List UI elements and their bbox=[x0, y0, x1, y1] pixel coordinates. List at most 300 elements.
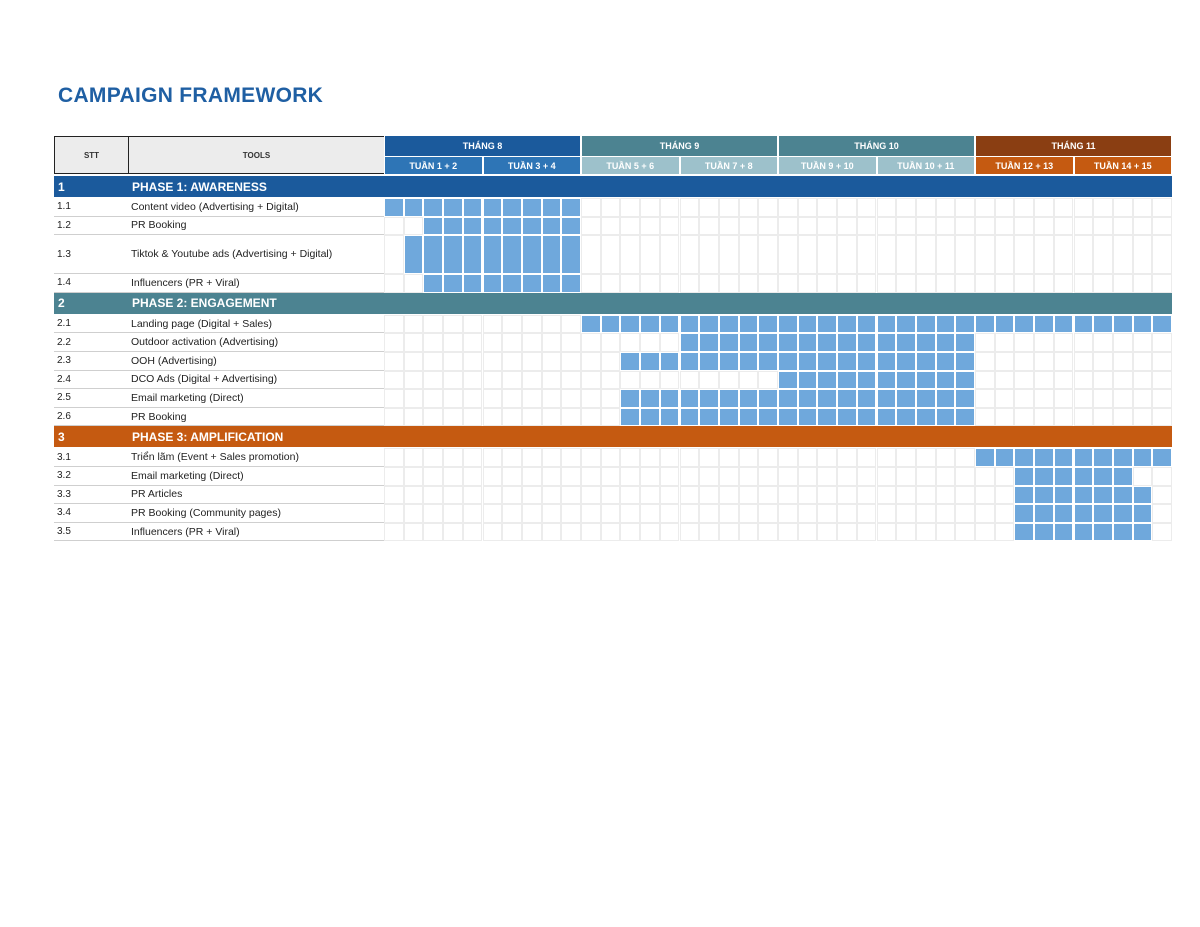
timeline-empty-cell bbox=[483, 333, 503, 352]
timeline-empty-cell bbox=[502, 389, 522, 408]
timeline-empty-cell bbox=[877, 467, 897, 486]
task-name: Tiktok & Youtube ads (Advertising + Digital) bbox=[128, 235, 384, 274]
timeline-empty-cell bbox=[758, 274, 778, 293]
timeline-empty-cell bbox=[975, 408, 995, 427]
timeline-empty-cell bbox=[601, 217, 621, 236]
timeline-empty-cell bbox=[680, 235, 700, 274]
timeline-empty-cell bbox=[1074, 371, 1094, 390]
timeline-empty-cell bbox=[561, 448, 581, 467]
timeline-empty-cell bbox=[739, 274, 759, 293]
timeline-empty-cell bbox=[896, 467, 916, 486]
timeline-empty-cell bbox=[837, 448, 857, 467]
timeline-empty-cell bbox=[798, 448, 818, 467]
timeline-bar-cell bbox=[1034, 486, 1054, 505]
timeline-empty-cell bbox=[719, 371, 739, 390]
timeline-bar-cell bbox=[837, 352, 857, 371]
timeline-empty-cell bbox=[502, 486, 522, 505]
timeline-bar-cell bbox=[719, 389, 739, 408]
timeline-empty-cell bbox=[463, 389, 483, 408]
timeline-empty-cell bbox=[857, 523, 877, 542]
timeline-empty-cell bbox=[404, 448, 424, 467]
timeline-bar-cell bbox=[443, 217, 463, 236]
phase-number: 1 bbox=[54, 176, 129, 197]
timeline-empty-cell bbox=[620, 198, 640, 217]
timeline-bar-cell bbox=[502, 235, 522, 274]
month-header: THÁNG 11 bbox=[975, 136, 1172, 156]
header-tools: TOOLS bbox=[128, 136, 385, 174]
timeline-empty-cell bbox=[620, 467, 640, 486]
timeline-bar-cell bbox=[680, 315, 700, 334]
timeline-empty-cell bbox=[837, 198, 857, 217]
timeline-empty-cell bbox=[463, 486, 483, 505]
timeline-empty-cell bbox=[680, 371, 700, 390]
timeline-empty-cell bbox=[975, 274, 995, 293]
timeline-bar-cell bbox=[542, 198, 562, 217]
timeline-bar-cell bbox=[404, 235, 424, 274]
timeline-empty-cell bbox=[660, 274, 680, 293]
timeline-empty-cell bbox=[995, 389, 1015, 408]
timeline-empty-cell bbox=[620, 274, 640, 293]
timeline-empty-cell bbox=[916, 235, 936, 274]
timeline-empty-cell bbox=[443, 486, 463, 505]
timeline-empty-cell bbox=[522, 467, 542, 486]
timeline-empty-cell bbox=[719, 467, 739, 486]
timeline-bar-cell bbox=[798, 389, 818, 408]
timeline-empty-cell bbox=[502, 371, 522, 390]
timeline-empty-cell bbox=[798, 467, 818, 486]
timeline-bar-cell bbox=[1133, 448, 1153, 467]
timeline-empty-cell bbox=[502, 408, 522, 427]
phase-bar bbox=[384, 293, 1172, 314]
timeline-empty-cell bbox=[778, 504, 798, 523]
timeline-bar-cell bbox=[1074, 504, 1094, 523]
timeline-empty-cell bbox=[1054, 274, 1074, 293]
timeline-empty-cell bbox=[739, 217, 759, 236]
timeline-bar-cell bbox=[798, 371, 818, 390]
timeline-bar-cell bbox=[955, 333, 975, 352]
timeline-bar-cell bbox=[877, 333, 897, 352]
timeline-bar-cell bbox=[522, 198, 542, 217]
timeline-bar-cell bbox=[916, 389, 936, 408]
phase-title: PHASE 2: ENGAGEMENT bbox=[128, 293, 384, 314]
timeline-empty-cell bbox=[660, 198, 680, 217]
timeline-empty-cell bbox=[857, 235, 877, 274]
timeline-empty-cell bbox=[640, 523, 660, 542]
timeline-empty-cell bbox=[502, 523, 522, 542]
timeline-bar-cell bbox=[443, 235, 463, 274]
timeline-empty-cell bbox=[384, 448, 404, 467]
timeline-empty-cell bbox=[975, 198, 995, 217]
timeline-bar-cell bbox=[778, 389, 798, 408]
timeline-empty-cell bbox=[404, 523, 424, 542]
timeline-empty-cell bbox=[601, 504, 621, 523]
timeline-empty-cell bbox=[995, 486, 1015, 505]
timeline-bar-cell bbox=[561, 235, 581, 274]
month-header: THÁNG 8 bbox=[384, 136, 581, 156]
timeline-empty-cell bbox=[483, 486, 503, 505]
timeline-empty-cell bbox=[758, 371, 778, 390]
timeline-bar-cell bbox=[778, 352, 798, 371]
timeline-bar-cell bbox=[896, 389, 916, 408]
timeline-empty-cell bbox=[916, 198, 936, 217]
timeline-empty-cell bbox=[1034, 352, 1054, 371]
timeline-bar-cell bbox=[857, 408, 877, 427]
timeline-empty-cell bbox=[916, 504, 936, 523]
task-stt: 3.1 bbox=[54, 448, 129, 467]
week-header: TUẦN 12 + 13 bbox=[975, 156, 1074, 174]
timeline-empty-cell bbox=[542, 333, 562, 352]
timeline-empty-cell bbox=[995, 352, 1015, 371]
timeline-bar-cell bbox=[1093, 486, 1113, 505]
timeline-empty-cell bbox=[483, 467, 503, 486]
timeline-bar-cell bbox=[1133, 504, 1153, 523]
timeline-bar-cell bbox=[423, 217, 443, 236]
phase-number: 3 bbox=[54, 426, 129, 447]
timeline-bar-cell bbox=[798, 333, 818, 352]
timeline-empty-cell bbox=[936, 198, 956, 217]
task-name: PR Booking (Community pages) bbox=[128, 504, 384, 523]
timeline-empty-cell bbox=[758, 504, 778, 523]
timeline-empty-cell bbox=[877, 235, 897, 274]
timeline-empty-cell bbox=[423, 371, 443, 390]
timeline-bar-cell bbox=[581, 315, 601, 334]
timeline-bar-cell bbox=[601, 315, 621, 334]
timeline-empty-cell bbox=[1133, 389, 1153, 408]
timeline-empty-cell bbox=[1074, 235, 1094, 274]
timeline-empty-cell bbox=[423, 352, 443, 371]
timeline-bar-cell bbox=[837, 389, 857, 408]
timeline-bar-cell bbox=[640, 315, 660, 334]
timeline-empty-cell bbox=[1152, 274, 1172, 293]
timeline-empty-cell bbox=[936, 448, 956, 467]
task-name: Content video (Advertising + Digital) bbox=[128, 198, 384, 217]
timeline-empty-cell bbox=[581, 274, 601, 293]
timeline-empty-cell bbox=[581, 389, 601, 408]
task-stt: 2.5 bbox=[54, 389, 129, 408]
timeline-empty-cell bbox=[542, 352, 562, 371]
timeline-empty-cell bbox=[916, 448, 936, 467]
timeline-bar-cell bbox=[463, 235, 483, 274]
timeline-empty-cell bbox=[719, 448, 739, 467]
timeline-bar-cell bbox=[699, 315, 719, 334]
timeline-empty-cell bbox=[896, 448, 916, 467]
timeline-bar-cell bbox=[1034, 523, 1054, 542]
timeline-empty-cell bbox=[1113, 389, 1133, 408]
timeline-bar-cell bbox=[404, 198, 424, 217]
timeline-empty-cell bbox=[640, 371, 660, 390]
timeline-empty-cell bbox=[758, 235, 778, 274]
timeline-bar-cell bbox=[719, 352, 739, 371]
timeline-empty-cell bbox=[817, 217, 837, 236]
task-stt: 3.2 bbox=[54, 467, 129, 486]
gantt-chart bbox=[54, 136, 1174, 550]
timeline-empty-cell bbox=[542, 504, 562, 523]
timeline-empty-cell bbox=[975, 371, 995, 390]
week-header: TUẦN 10 + 11 bbox=[877, 156, 976, 174]
timeline-empty-cell bbox=[660, 235, 680, 274]
timeline-bar-cell bbox=[758, 352, 778, 371]
timeline-bar-cell bbox=[1014, 486, 1034, 505]
timeline-empty-cell bbox=[955, 504, 975, 523]
timeline-bar-cell bbox=[620, 352, 640, 371]
timeline-bar-cell bbox=[502, 274, 522, 293]
timeline-empty-cell bbox=[1074, 274, 1094, 293]
timeline-empty-cell bbox=[384, 333, 404, 352]
timeline-empty-cell bbox=[561, 333, 581, 352]
timeline-empty-cell bbox=[1113, 371, 1133, 390]
timeline-bar-cell bbox=[443, 274, 463, 293]
timeline-empty-cell bbox=[581, 448, 601, 467]
timeline-empty-cell bbox=[798, 235, 818, 274]
timeline-empty-cell bbox=[1074, 352, 1094, 371]
timeline-bar-cell bbox=[857, 389, 877, 408]
timeline-bar-cell bbox=[1034, 448, 1054, 467]
timeline-empty-cell bbox=[561, 352, 581, 371]
timeline-bar-cell bbox=[620, 389, 640, 408]
task-name: PR Booking bbox=[128, 217, 384, 236]
timeline-bar-cell bbox=[1093, 315, 1113, 334]
timeline-bar-cell bbox=[798, 315, 818, 334]
timeline-empty-cell bbox=[660, 504, 680, 523]
timeline-empty-cell bbox=[699, 217, 719, 236]
timeline-empty-cell bbox=[384, 235, 404, 274]
task-name: OOH (Advertising) bbox=[128, 352, 384, 371]
timeline-empty-cell bbox=[640, 448, 660, 467]
timeline-bar-cell bbox=[916, 371, 936, 390]
timeline-empty-cell bbox=[384, 315, 404, 334]
timeline-empty-cell bbox=[581, 333, 601, 352]
timeline-bar-cell bbox=[857, 371, 877, 390]
task-name: Landing page (Digital + Sales) bbox=[128, 315, 384, 334]
timeline-empty-cell bbox=[1014, 198, 1034, 217]
timeline-bar-cell bbox=[1113, 315, 1133, 334]
timeline-empty-cell bbox=[620, 235, 640, 274]
timeline-bar-cell bbox=[542, 274, 562, 293]
timeline-bar-cell bbox=[1074, 523, 1094, 542]
timeline-empty-cell bbox=[1074, 389, 1094, 408]
timeline-empty-cell bbox=[1074, 333, 1094, 352]
timeline-empty-cell bbox=[620, 448, 640, 467]
timeline-empty-cell bbox=[423, 448, 443, 467]
timeline-empty-cell bbox=[896, 523, 916, 542]
timeline-empty-cell bbox=[522, 333, 542, 352]
timeline-empty-cell bbox=[660, 333, 680, 352]
timeline-empty-cell bbox=[1152, 352, 1172, 371]
timeline-empty-cell bbox=[758, 198, 778, 217]
timeline-bar-cell bbox=[975, 315, 995, 334]
timeline-empty-cell bbox=[601, 198, 621, 217]
timeline-empty-cell bbox=[1152, 198, 1172, 217]
timeline-empty-cell bbox=[640, 274, 660, 293]
timeline-empty-cell bbox=[975, 217, 995, 236]
timeline-empty-cell bbox=[1152, 467, 1172, 486]
timeline-empty-cell bbox=[916, 274, 936, 293]
timeline-empty-cell bbox=[463, 408, 483, 427]
timeline-bar-cell bbox=[1074, 486, 1094, 505]
timeline-empty-cell bbox=[443, 333, 463, 352]
timeline-empty-cell bbox=[581, 504, 601, 523]
timeline-empty-cell bbox=[896, 235, 916, 274]
timeline-bar-cell bbox=[817, 333, 837, 352]
timeline-empty-cell bbox=[542, 389, 562, 408]
timeline-empty-cell bbox=[739, 235, 759, 274]
timeline-empty-cell bbox=[798, 274, 818, 293]
timeline-bar-cell bbox=[817, 389, 837, 408]
phase-bar bbox=[384, 176, 1172, 197]
timeline-empty-cell bbox=[1113, 408, 1133, 427]
timeline-empty-cell bbox=[620, 217, 640, 236]
timeline-bar-cell bbox=[877, 371, 897, 390]
timeline-empty-cell bbox=[955, 523, 975, 542]
timeline-empty-cell bbox=[463, 448, 483, 467]
timeline-empty-cell bbox=[522, 448, 542, 467]
phase-bar bbox=[384, 426, 1172, 447]
timeline-empty-cell bbox=[522, 486, 542, 505]
timeline-bar-cell bbox=[620, 315, 640, 334]
timeline-empty-cell bbox=[1093, 235, 1113, 274]
timeline-empty-cell bbox=[1113, 274, 1133, 293]
timeline-empty-cell bbox=[1152, 217, 1172, 236]
timeline-empty-cell bbox=[877, 274, 897, 293]
timeline-empty-cell bbox=[1113, 333, 1133, 352]
timeline-bar-cell bbox=[758, 333, 778, 352]
timeline-empty-cell bbox=[1014, 408, 1034, 427]
timeline-empty-cell bbox=[620, 523, 640, 542]
timeline-empty-cell bbox=[1133, 467, 1153, 486]
timeline-bar-cell bbox=[1093, 467, 1113, 486]
timeline-empty-cell bbox=[620, 333, 640, 352]
timeline-empty-cell bbox=[1034, 371, 1054, 390]
timeline-bar-cell bbox=[699, 352, 719, 371]
timeline-bar-cell bbox=[837, 333, 857, 352]
phase-title: PHASE 3: AMPLIFICATION bbox=[128, 426, 384, 447]
timeline-empty-cell bbox=[522, 352, 542, 371]
timeline-empty-cell bbox=[1152, 371, 1172, 390]
timeline-empty-cell bbox=[384, 408, 404, 427]
timeline-empty-cell bbox=[542, 523, 562, 542]
timeline-bar-cell bbox=[542, 217, 562, 236]
timeline-bar-cell bbox=[1113, 523, 1133, 542]
timeline-empty-cell bbox=[719, 523, 739, 542]
timeline-empty-cell bbox=[601, 333, 621, 352]
timeline-bar-cell bbox=[522, 274, 542, 293]
timeline-empty-cell bbox=[975, 523, 995, 542]
timeline-bar-cell bbox=[483, 235, 503, 274]
timeline-empty-cell bbox=[680, 523, 700, 542]
timeline-empty-cell bbox=[581, 352, 601, 371]
timeline-empty-cell bbox=[384, 467, 404, 486]
timeline-empty-cell bbox=[719, 274, 739, 293]
timeline-bar-cell bbox=[1074, 315, 1094, 334]
timeline-empty-cell bbox=[1054, 352, 1074, 371]
task-name: Email marketing (Direct) bbox=[128, 467, 384, 486]
timeline-empty-cell bbox=[1133, 371, 1153, 390]
timeline-empty-cell bbox=[1093, 274, 1113, 293]
timeline-bar-cell bbox=[936, 333, 956, 352]
task-name: PR Booking bbox=[128, 408, 384, 427]
timeline-bar-cell bbox=[502, 217, 522, 236]
timeline-bar-cell bbox=[739, 408, 759, 427]
timeline-bar-cell bbox=[1014, 448, 1034, 467]
timeline-empty-cell bbox=[423, 315, 443, 334]
timeline-empty-cell bbox=[423, 408, 443, 427]
timeline-empty-cell bbox=[857, 504, 877, 523]
timeline-empty-cell bbox=[778, 235, 798, 274]
timeline-empty-cell bbox=[1054, 371, 1074, 390]
timeline-bar-cell bbox=[936, 389, 956, 408]
timeline-bar-cell bbox=[522, 217, 542, 236]
timeline-bar-cell bbox=[955, 315, 975, 334]
timeline-empty-cell bbox=[542, 371, 562, 390]
timeline-empty-cell bbox=[699, 523, 719, 542]
timeline-empty-cell bbox=[443, 408, 463, 427]
timeline-bar-cell bbox=[857, 333, 877, 352]
timeline-bar-cell bbox=[758, 315, 778, 334]
timeline-empty-cell bbox=[463, 371, 483, 390]
timeline-empty-cell bbox=[1074, 408, 1094, 427]
timeline-empty-cell bbox=[699, 486, 719, 505]
timeline-empty-cell bbox=[601, 486, 621, 505]
timeline-empty-cell bbox=[975, 504, 995, 523]
timeline-empty-cell bbox=[443, 389, 463, 408]
task-name: PR Articles bbox=[128, 486, 384, 505]
timeline-empty-cell bbox=[483, 352, 503, 371]
timeline-bar-cell bbox=[1054, 504, 1074, 523]
timeline-bar-cell bbox=[640, 408, 660, 427]
timeline-bar-cell bbox=[1054, 448, 1074, 467]
timeline-empty-cell bbox=[384, 504, 404, 523]
timeline-bar-cell bbox=[916, 315, 936, 334]
timeline-empty-cell bbox=[975, 352, 995, 371]
timeline-empty-cell bbox=[601, 523, 621, 542]
timeline-bar-cell bbox=[680, 352, 700, 371]
timeline-empty-cell bbox=[463, 467, 483, 486]
timeline-empty-cell bbox=[719, 504, 739, 523]
timeline-bar-cell bbox=[896, 333, 916, 352]
timeline-empty-cell bbox=[1014, 352, 1034, 371]
timeline-bar-cell bbox=[1133, 523, 1153, 542]
timeline-bar-cell bbox=[620, 408, 640, 427]
timeline-empty-cell bbox=[1054, 235, 1074, 274]
phase-number: 2 bbox=[54, 293, 129, 314]
timeline-empty-cell bbox=[778, 467, 798, 486]
timeline-empty-cell bbox=[404, 504, 424, 523]
timeline-empty-cell bbox=[483, 523, 503, 542]
timeline-empty-cell bbox=[739, 467, 759, 486]
timeline-empty-cell bbox=[817, 274, 837, 293]
timeline-bar-cell bbox=[955, 408, 975, 427]
timeline-empty-cell bbox=[502, 504, 522, 523]
timeline-bar-cell bbox=[719, 315, 739, 334]
week-header: TUẦN 3 + 4 bbox=[483, 156, 582, 174]
timeline-bar-cell bbox=[916, 352, 936, 371]
timeline-bar-cell bbox=[758, 408, 778, 427]
timeline-empty-cell bbox=[443, 371, 463, 390]
timeline-bar-cell bbox=[561, 274, 581, 293]
timeline-empty-cell bbox=[699, 448, 719, 467]
timeline-empty-cell bbox=[936, 235, 956, 274]
timeline-empty-cell bbox=[699, 371, 719, 390]
timeline-empty-cell bbox=[1034, 333, 1054, 352]
timeline-bar-cell bbox=[1054, 523, 1074, 542]
timeline-empty-cell bbox=[404, 217, 424, 236]
timeline-bar-cell bbox=[680, 408, 700, 427]
timeline-empty-cell bbox=[660, 467, 680, 486]
timeline-empty-cell bbox=[699, 504, 719, 523]
timeline-empty-cell bbox=[699, 235, 719, 274]
timeline-empty-cell bbox=[916, 523, 936, 542]
month-header: THÁNG 9 bbox=[581, 136, 778, 156]
